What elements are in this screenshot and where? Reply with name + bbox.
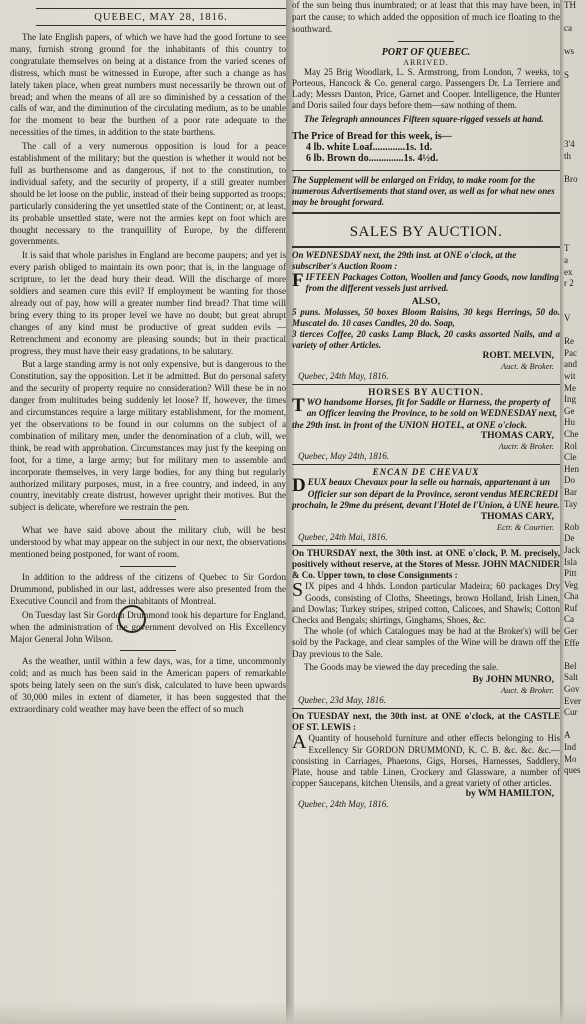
- section-divider: [120, 519, 176, 520]
- bread-price-row: 6 lb. Brown do..............1s. 4½d.: [306, 152, 439, 164]
- ad-item: 3 tierces Coffee, 20 casks Lamp Black, 20 casks assorted Nails, and a variety of other Articles.: [292, 328, 560, 350]
- clipped-line: ques: [564, 765, 581, 776]
- ad-signer: THOMAS CARY,: [480, 431, 554, 442]
- clipped-line: [564, 162, 586, 174]
- clipped-line: Rob: [564, 521, 580, 532]
- ad-lead: WO handsome Horses, fit for Saddle or Harness, the property of an Officer leaving the Province, to be sold on WEDNESDAY next, the 29th inst. in front of the UNION HOTEL, at ONE o'clock.: [292, 396, 558, 430]
- drop-cap: D: [292, 475, 306, 497]
- ad-signer: ROBT. MELVIN,: [482, 350, 554, 361]
- clipped-line: a: [564, 255, 568, 266]
- auction-ad-chevaux: [292, 465, 560, 546]
- right-column: [292, 0, 560, 812]
- auction-ad-madeira: [292, 546, 560, 709]
- clipped-line: Pitt: [564, 568, 577, 579]
- auction-ad-horses: [292, 385, 560, 466]
- paragraph: It is said that whole parishes in England are become paupers; and yet is every parish obliged to maintain its own poor; that is, in the language of scripture, to let the dead bury their dead. Will the discharge of more soldiers and seamen cure this evil? If employment be wanting for those already out of pay, how will a greater number find bread? That time will bring every thing to its proper level we have no doubt; but great abrupt changes of any kind must be productive of great sudden evils — Retrenchment and economy are pleasing sounds; but in their practical progress, they must have their easy gradations, to be salutary.: [10, 250, 286, 356]
- clipped-line: [564, 128, 586, 140]
- ad-body: The Goods may be viewed the day preceding the sale.: [304, 661, 499, 672]
- port-title: PORT OF QUEBEC.: [381, 46, 471, 58]
- ad-lead: EUX beaux Chevaux pour la selle ou harnais, appartenant à un Officier sur son départ de la Province, seront vendus MERCREDI prochain, le 29me du présent, devant l'Hotel de l'Union, à UNE heure.: [292, 477, 560, 511]
- auction-ad-castle: [292, 709, 560, 812]
- drop-cap: S: [292, 579, 304, 602]
- clipped-line: [564, 116, 586, 128]
- port-subtitle: ARRIVED.: [403, 57, 449, 67]
- clipped-line: Isla: [564, 556, 577, 567]
- clipped-line: A: [564, 730, 571, 741]
- paragraph: In addition to the address of the citizens of Quebec to Sir Gordon Drummond, published in our last, addresses were also presented from the Executive Council and from the inhabitants of Montreal.: [10, 571, 286, 606]
- ad-lead: IFTEEN Packages Cotton, Woollen and fancy Goods, now landing from the different vessels just arrived.: [305, 271, 559, 294]
- library-stamp: [118, 605, 146, 633]
- clipped-line: [564, 186, 586, 198]
- paragraph: As the weather, until within a few days, was, for a time, uncommonly cold; and as much has been said in the American papers of remarkable spots being lately seen on the sun's disk, calculated to have been upwards of 30,000 miles in extent of diameter, it has been suggested that the extraordinary cold weather may have been the effect of so much: [10, 656, 286, 715]
- clipped-line: [564, 649, 586, 661]
- continued-text: of the sun being thus inumbrated; or at least that this may have been, in part the cause; to which added the opposition of much ice floating to the southward.: [292, 0, 560, 34]
- ad-intro: On WEDNESDAY next, the 29th inst. at ONE o'clock, at the subscriber's Auction Room :: [292, 249, 517, 271]
- auction-banner: SALES BY AUCTION.: [292, 214, 560, 248]
- editorial-section-2: [10, 525, 286, 561]
- clipped-line: Che: [564, 428, 579, 439]
- clipped-line: ex: [564, 266, 573, 277]
- clipped-line: [564, 197, 586, 209]
- clipped-line: [564, 104, 586, 116]
- ad-body: IX pipes and 4 hhds. London particular Madeira; 60 packages Dry Goods, consisting of Cloths, Sheetings, brown Holland, Irish Linen, and Dowlas; Turkey stripes, striped cotton, Calicoes, and Shawls; Cotton Checks and Bengals; shirtings, Ginghams, Shoes, &c.: [292, 581, 560, 625]
- clipped-line: Cur: [564, 707, 578, 718]
- clipped-line: Tay: [564, 498, 578, 509]
- clipped-line: and: [564, 359, 577, 370]
- dateline: QUEBEC, MAY 28, 1816.: [36, 8, 286, 26]
- section-divider: [120, 650, 176, 651]
- ad-item: 5 puns. Molasses, 50 boxes Bloom Raisins, 30 kegs Herrings, 50 do. Muscatel do. 10 cases Candles, 20 do. Soap,: [292, 306, 560, 328]
- editorial-section-3: [10, 572, 286, 645]
- ad-signer-title: Ectr. & Courtier.: [496, 521, 554, 532]
- clipped-line: Rol: [564, 440, 578, 451]
- ad-intro: On THURSDAY next, the 30th inst. at ONE o'clock, P. M. precisely, positively without reserve, at the Stores of Messr. JOHN MACNIDER & Co. Upper town, to close Consignments :: [292, 547, 560, 581]
- clipped-line: Hu: [564, 417, 575, 428]
- clipped-line: [564, 12, 586, 24]
- clipped-line: Gov: [564, 684, 580, 695]
- ad-date: Quebec, 24th May, 1816.: [298, 370, 389, 381]
- paragraph: What we have said above about the military club, will be best understood by what may appear on the subject in our next, the observations mentioned being postponed, for want of room.: [10, 525, 286, 560]
- ad-date: Quebec, May 24th, 1816.: [298, 451, 389, 462]
- clipped-line: [564, 232, 586, 244]
- clipped-line: Veg: [564, 579, 578, 590]
- ad-heading: HORSES BY AUCTION.: [368, 386, 484, 397]
- ad-signer-title: Auct. & Broker.: [500, 360, 554, 371]
- arrivals-text: May 25 Brig Woodlark, L. S. Armstrong, from London, 7 weeks, to Porteous, Hancock & Co. general cargo. Passengers Dr. La Terriere and Lady; Messrs Danton, Price, Garnet and Cooper. Intelligence, the Hunter and Doris sailed four days before them—saw nothing of them.: [292, 66, 560, 111]
- clipped-line: Cle: [564, 452, 577, 463]
- clipped-line: wit: [564, 371, 576, 381]
- bread-price-row: 4 lb. white Loaf.............1s. 1d.: [306, 141, 433, 153]
- section-divider: [398, 41, 454, 42]
- clipped-line: Ruf: [564, 602, 578, 613]
- clipped-line: [564, 93, 586, 105]
- ad-signer: THOMAS CARY,: [480, 511, 554, 522]
- bread-price-title: The Price of Bread for this week, is—: [292, 130, 452, 142]
- clipped-line: Cha: [564, 591, 579, 602]
- clipped-line: Ever: [564, 695, 581, 706]
- ad-date: Quebec, 24th Mai, 1816.: [298, 531, 388, 542]
- ad-signer: by WM HAMILTON,: [465, 789, 554, 800]
- clipped-line: V: [564, 313, 571, 324]
- clipped-line: 3'4: [564, 139, 575, 150]
- ad-date: Quebec, 23d May, 1816.: [298, 694, 386, 705]
- clipped-line: [564, 58, 586, 70]
- ad-signer: By JOHN MUNRO,: [472, 674, 554, 685]
- clipped-line: [564, 325, 586, 337]
- clipped-line: De: [564, 533, 575, 544]
- section-divider: [120, 566, 176, 567]
- clipped-line: Ing: [564, 394, 576, 405]
- supplement-note: The Supplement will be enlarged on Friday, to make room for the numerous Advertisements that stand over, as well as for what new ones may be brought forward.: [292, 170, 560, 214]
- clipped-line: [564, 510, 586, 522]
- clipped-line: [564, 719, 586, 731]
- clipped-line: Bar: [564, 486, 577, 497]
- paragraph: The late English papers, of which we have had the good fortune to see many, furnish strong ground for the inhabitants of this country to congratulate themselves on being at a distance from the varied scenes of distress, which must be witnessed in Europe, after such a change as has lately taken place, when great numbers must necessarily be thrown out of bread; and when the means of all are so diminished by a cessation of the calls of war, and the diminution of the circulating medium, as to be unable for the moment to bear the burthen of a poor rate adequate to the necessities of the times, in addition to the state burthens.: [10, 32, 286, 138]
- ad-date: Quebec, 24th May, 1816.: [298, 799, 389, 810]
- drop-cap: T: [292, 394, 305, 416]
- ad-body: The whole (of which Catalogues may be had at the Broker's) will be sold by the Package, and clear samples of the Wine will be drawn off the Day previous to the Sale.: [292, 626, 560, 659]
- clipped-line: Pac: [564, 347, 577, 358]
- left-column: [10, 0, 286, 718]
- ad-heading: ENCAN DE CHEVAUX: [372, 467, 480, 478]
- clipped-line: Ind: [564, 742, 576, 752]
- ad-signer-title: Auctr. & Broker.: [498, 441, 554, 452]
- clipped-line: T: [564, 243, 570, 254]
- clipped-line: Bel: [564, 660, 577, 671]
- ad-signer-title: Auct. & Broker.: [500, 684, 554, 695]
- clipped-line: [564, 290, 586, 302]
- auction-ad-goods: [292, 248, 560, 385]
- ad-intro: On TUESDAY next, the 30th inst. at ONE o'clock, at the CASTLE OF ST. LEWIS :: [292, 710, 560, 733]
- drop-cap: F: [292, 269, 304, 291]
- telegraph-note: The Telegraph announces Fifteen square-rigged vessels at hand.: [304, 113, 544, 124]
- clipped-line: TH: [564, 0, 576, 10]
- ad-also: ALSO,: [411, 296, 441, 307]
- clipped-line: th: [564, 150, 572, 161]
- clipped-line: [564, 301, 586, 313]
- drop-cap: A: [292, 731, 307, 754]
- clipped-line: r 2: [564, 278, 574, 289]
- editorial-section-4: [10, 656, 286, 716]
- clipped-line: Ger: [564, 626, 578, 637]
- clipped-line: [564, 209, 586, 221]
- clipped-line: Ge: [564, 405, 575, 416]
- clipped-line: Mo: [564, 753, 577, 764]
- editorial-section-1: [10, 32, 286, 514]
- clipped-line: Re: [564, 336, 574, 347]
- clipped-line: Effe: [564, 637, 580, 648]
- paragraph: On Tuesday last Sir Gordon Drummond took his departure for England, when the administration of the government devolved on His Excellency Major General John Wilson.: [10, 609, 286, 644]
- clipped-line: [564, 81, 586, 93]
- page-edge: [0, 1002, 586, 1024]
- clipped-line: [564, 220, 586, 232]
- clipped-line: Ca: [564, 614, 574, 625]
- clipped-line: ws: [564, 46, 575, 57]
- clipped-line: [564, 35, 586, 47]
- clipped-column: [564, 0, 586, 777]
- paragraph: The call of a very numerous opposition is loud for a peace establishment of the military; but the question is whether it would not be full as burthensome and as dangerous, if not to the constitution, to individual safety, and the security of property, if a still greater number should be let loose on the public, instead of their being supported as troops; particularly considering the yet unsettled state of the Continent; or, at least, its probable unsettled state, were not the armies kept on foot which are thought necessary to the tranquillity of Europe, by the different governments.: [10, 141, 286, 247]
- clipped-line: Hen: [564, 463, 579, 474]
- ad-body: Quantity of household furniture and other effects belonging to His Excellency Sir GORDON DRUMMOND, K. C. B. &c. &c. &c.—consisting in Carriages, Phaetons, Gigs, Horses, Harnesses, Saddlery, Plate, house and table Linen, Crockery and Glassware, a number of copper Saucepans, kitchen Utensils, and a great variety of other articles.: [292, 733, 560, 789]
- clipped-line: Me: [564, 382, 576, 393]
- clipped-line: Bro: [564, 173, 578, 184]
- clipped-line: Jack: [564, 544, 580, 555]
- clipped-line: ca: [564, 23, 572, 34]
- paragraph: But a large standing army is not only expensive, but is dangerous to the Constitution, say the opposition. Let it be admitted. But do personal safety and the security of property require no consideration? Will these be in no danger from multitudes being suddenly let loose? If, however, the times and circumstances require a large military establishment, for the moment, yet the observations to be found in our columns on the subject of a combination of military men, under the denomination of a club, will, we think, be read with approbation. Circumstances may just fy the keeping on foot, for a time, a large army; but for military men to assemble and incorporate themselves, in very large bodies, for any thing but regularly authorized military purposes, must, in a free country, and indeed, in any country, inevitably create distrust, however upright their motives. But the subject is delicate, wherefore we restrain the pen.: [10, 359, 286, 513]
- clipped-line: Salt: [564, 672, 579, 683]
- clipped-line: S: [564, 69, 570, 80]
- clipped-line: Do: [564, 475, 575, 486]
